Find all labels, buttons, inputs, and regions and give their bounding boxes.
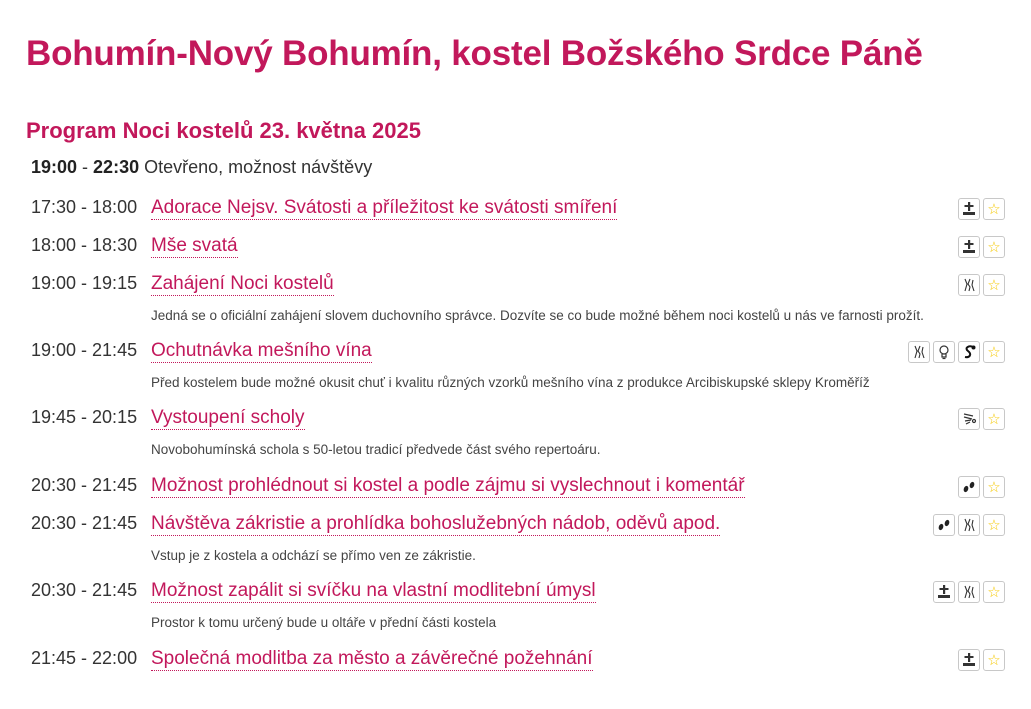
item-icons: [933, 581, 1005, 603]
prayer-icon[interactable]: [958, 236, 980, 258]
bulb-icon[interactable]: [933, 341, 955, 363]
item-icons: [958, 198, 1005, 220]
walk-icon[interactable]: [958, 274, 980, 296]
item-icons: [958, 236, 1005, 258]
item-time: 21:45 - 22:00: [31, 648, 138, 668]
item-title-link[interactable]: Zahájení Noci kostelů: [151, 273, 334, 294]
program-heading: Program Noci kostelů 23. května 2025: [26, 118, 421, 143]
star-icon[interactable]: ☆: [983, 198, 1005, 220]
item-time: 20:30 - 21:45: [31, 475, 138, 495]
item-title-link[interactable]: Adorace Nejsv. Svátosti a příležitost ke svátosti smíření: [151, 197, 618, 218]
star-icon[interactable]: ☆: [983, 581, 1005, 603]
item-title-link[interactable]: Možnost zapálit si svíčku na vlastní modlitební úmysl: [151, 580, 596, 601]
item-description: Jedná se o oficiální zahájení slovem duchovního správce. Dozvíte se co bude možné během noci kostelů u nás ve farnosti prožít.: [151, 308, 924, 323]
item-time: 18:00 - 18:30: [31, 235, 138, 255]
star-icon[interactable]: ☆: [983, 408, 1005, 430]
item-description: Novobohumínská schola s 50-letou tradicí předvede část svého repertoáru.: [151, 442, 601, 457]
star-icon[interactable]: ☆: [983, 274, 1005, 296]
item-title-link[interactable]: Vystoupení scholy: [151, 407, 305, 428]
open-hours-start: 19:00: [31, 157, 78, 177]
item-description: Před kostelem bude možné okusit chuť i kvalitu různých vzorků mešního vína z produkce Arcibiskupské sklepy Kroměříž: [151, 375, 870, 390]
item-time: 20:30 - 21:45: [31, 580, 138, 600]
walk-icon[interactable]: [958, 581, 980, 603]
item-description: Prostor k tomu určený bude u oltáře v přední části kostela: [151, 615, 497, 630]
item-title-link[interactable]: Ochutnávka mešního vína: [151, 340, 372, 361]
prayer-icon[interactable]: [958, 198, 980, 220]
snake-icon[interactable]: [958, 341, 980, 363]
item-icons: [958, 649, 1005, 671]
footprints-icon[interactable]: [958, 476, 980, 498]
open-hours-sep: -: [77, 157, 94, 177]
walk-icon[interactable]: [908, 341, 930, 363]
item-title-link[interactable]: Mše svatá: [151, 235, 238, 256]
item-title-link[interactable]: Možnost prohlédnout si kostel a podle zájmu si vyslechnout i komentář: [151, 475, 745, 496]
item-time: 17:30 - 18:00: [31, 197, 138, 217]
prayer-icon[interactable]: [933, 581, 955, 603]
item-title-link[interactable]: Návštěva zákristie a prohlídka bohoslužebných nádob, oděvů apod.: [151, 513, 721, 534]
music-icon[interactable]: [958, 408, 980, 430]
item-icons: [958, 476, 1005, 498]
item-icons: [933, 514, 1005, 536]
open-hours-end: 22:30: [93, 157, 140, 177]
page-title: Bohumín-Nový Bohumín, kostel Božského Srdce Páně: [26, 34, 923, 73]
item-icons: [958, 408, 1005, 430]
star-icon[interactable]: ☆: [983, 341, 1005, 363]
item-description: Vstup je z kostela a odchází se přímo ven ze zákristie.: [151, 548, 476, 563]
item-icons: [958, 274, 1005, 296]
item-time: 19:45 - 20:15: [31, 407, 138, 427]
open-hours-text: Otevřeno, možnost návštěvy: [139, 157, 373, 177]
star-icon[interactable]: ☆: [983, 476, 1005, 498]
item-time: 19:00 - 19:15: [31, 273, 138, 293]
open-hours: [31, 157, 372, 178]
footprints-icon[interactable]: [933, 514, 955, 536]
walk-icon[interactable]: [958, 514, 980, 536]
prayer-icon[interactable]: [958, 649, 980, 671]
item-time: 20:30 - 21:45: [31, 513, 138, 533]
star-icon[interactable]: ☆: [983, 236, 1005, 258]
star-icon[interactable]: ☆: [983, 649, 1005, 671]
star-icon[interactable]: ☆: [983, 514, 1005, 536]
item-time: 19:00 - 21:45: [31, 340, 138, 360]
item-icons: [908, 341, 1005, 363]
item-title-link[interactable]: Společná modlitba za město a závěrečné požehnání: [151, 648, 593, 669]
